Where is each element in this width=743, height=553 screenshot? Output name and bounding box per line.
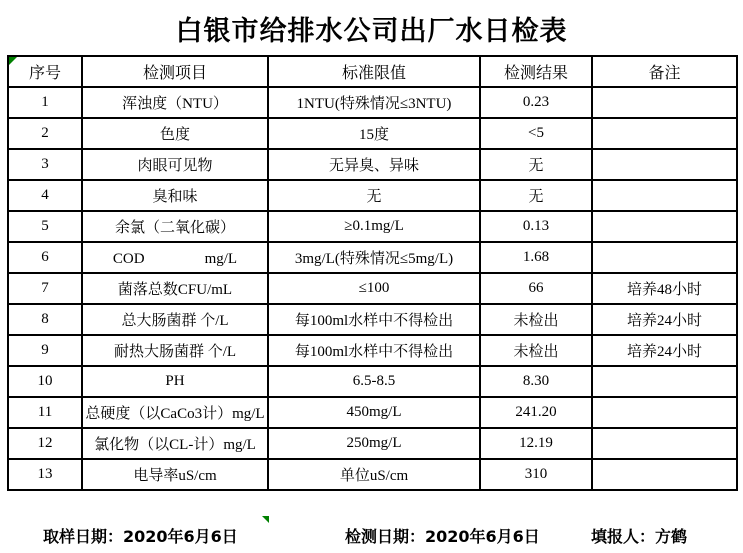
table-row (8, 180, 737, 211)
test-date: 检测日期：2020年6月6日 (345, 527, 540, 546)
cell-item: 电导率uS/cm (82, 459, 268, 490)
cell-no: 12 (8, 428, 82, 459)
cell-remark (592, 211, 737, 242)
cell-result: 66 (480, 273, 592, 304)
cell-standard: 6.5-8.5 (268, 366, 480, 397)
cell-standard: 3mg/L(特殊情况≤5mg/L) (268, 242, 480, 273)
cell-remark (592, 118, 737, 149)
cell-no: 1 (8, 87, 82, 118)
header-result: 检测结果 (480, 56, 592, 87)
cell-remark: 培养24小时 (592, 304, 737, 335)
cell-item: 臭和味 (82, 180, 268, 211)
cell-no: 8 (8, 304, 82, 335)
cell-no: 5 (8, 211, 82, 242)
cell-item: COD mg/L (82, 242, 268, 273)
table-row (8, 149, 737, 180)
cell-remark (592, 397, 737, 428)
cell-no: 6 (8, 242, 82, 273)
cell-item: 总硬度（以CaCo3计）mg/L (82, 397, 268, 428)
cell-no: 9 (8, 335, 82, 366)
cell-remark (592, 87, 737, 118)
inspection-table (7, 55, 738, 491)
page-title: 白银市给排水公司出厂水日检表 (175, 16, 568, 47)
cell-item: 菌落总数CFU/mL (82, 273, 268, 304)
cell-standard: 250mg/L (268, 428, 480, 459)
cell-item: 余氯（二氧化碳） (82, 211, 268, 242)
cell-result: 0.23 (480, 87, 592, 118)
cell-item: 总大肠菌群 个/L (82, 304, 268, 335)
cell-item: 耐热大肠菌群 个/L (82, 335, 268, 366)
table-row (8, 459, 737, 490)
cell-result: 无 (480, 149, 592, 180)
footer (0, 524, 743, 548)
cell-result: 310 (480, 459, 592, 490)
cell-item: 氯化物（以CL-计）mg/L (82, 428, 268, 459)
cell-remark (592, 366, 737, 397)
cell-remark (592, 149, 737, 180)
header-no (8, 56, 82, 87)
cell-error-triangle-icon (9, 57, 17, 65)
cell-remark: 培养24小时 (592, 335, 737, 366)
cell-standard: 450mg/L (268, 397, 480, 428)
cell-no: 3 (8, 149, 82, 180)
cell-no: 13 (8, 459, 82, 490)
table-row (8, 304, 737, 335)
cell-no: 10 (8, 366, 82, 397)
table-row (8, 273, 737, 304)
table-row (8, 211, 737, 242)
cell-result: <5 (480, 118, 592, 149)
table-row (8, 397, 737, 428)
cell-item: 浑浊度（NTU） (82, 87, 268, 118)
cell-remark (592, 180, 737, 211)
cell-remark: 培养48小时 (592, 273, 737, 304)
cell-remark (592, 242, 737, 273)
cell-result: 未检出 (480, 335, 592, 366)
cell-standard: 单位uS/cm (268, 459, 480, 490)
cell-result: 0.13 (480, 211, 592, 242)
cell-no: 2 (8, 118, 82, 149)
reporter: 填报人：方鹤 (591, 527, 688, 546)
cell-item: 肉眼可见物 (82, 149, 268, 180)
table-row (8, 428, 737, 459)
table-row (8, 118, 737, 149)
header-standard: 标准限值 (268, 56, 480, 87)
cell-result: 241.20 (480, 397, 592, 428)
cell-result: 8.30 (480, 366, 592, 397)
cell-result: 未检出 (480, 304, 592, 335)
sampling-date: 取样日期：2020年6月6日 (43, 527, 238, 546)
cell-standard: ≥0.1mg/L (268, 211, 480, 242)
fill-handle-triangle-icon (262, 516, 269, 523)
cell-remark (592, 459, 737, 490)
table-row (8, 366, 737, 397)
cell-item: PH (82, 366, 268, 397)
cell-standard: 1NTU(特殊情况≤3NTU) (268, 87, 480, 118)
table-row (8, 87, 737, 118)
cell-standard: 每100ml水样中不得检出 (268, 335, 480, 366)
cell-standard: 无 (268, 180, 480, 211)
cell-no: 11 (8, 397, 82, 428)
cell-standard: 无异臭、异味 (268, 149, 480, 180)
header-remark: 备注 (592, 56, 737, 87)
cell-result: 无 (480, 180, 592, 211)
cell-standard: 15度 (268, 118, 480, 149)
table-header-row (8, 56, 737, 87)
table-row (8, 242, 737, 273)
cell-result: 1.68 (480, 242, 592, 273)
header-item: 检测项目 (82, 56, 268, 87)
cell-item: 色度 (82, 118, 268, 149)
cell-result: 12.19 (480, 428, 592, 459)
cell-standard: ≤100 (268, 273, 480, 304)
cell-no: 4 (8, 180, 82, 211)
header-no-label: 序号 (28, 65, 61, 82)
cell-remark (592, 428, 737, 459)
cell-no: 7 (8, 273, 82, 304)
cell-standard: 每100ml水样中不得检出 (268, 304, 480, 335)
table-row (8, 335, 737, 366)
